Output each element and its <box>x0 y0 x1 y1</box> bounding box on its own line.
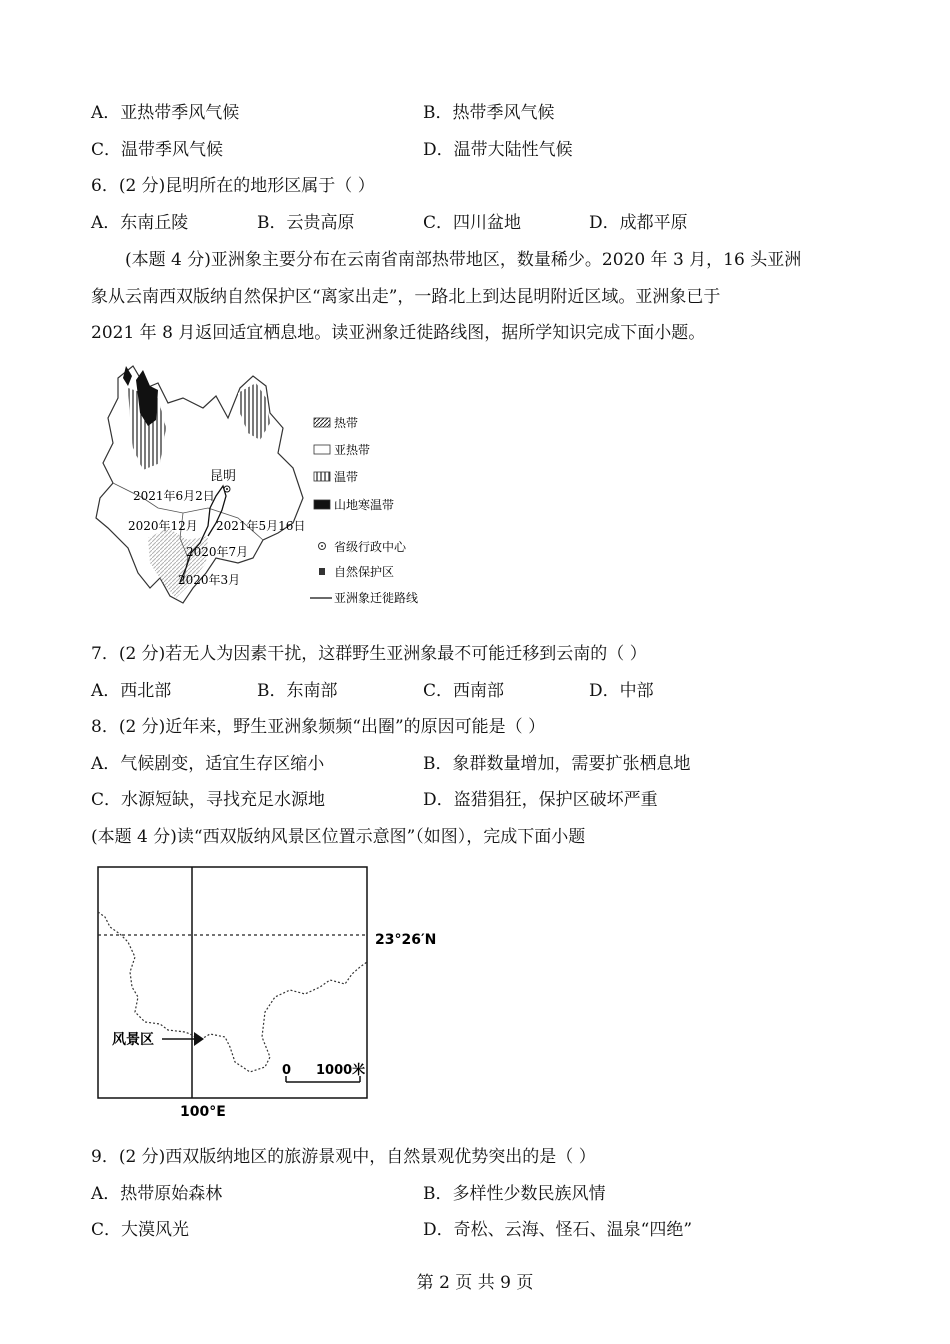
q5-option-d: D．温带大陆性气候 <box>423 140 573 160</box>
legend-subtropical: 亚热带 <box>334 443 371 457</box>
legend-cold-temperate: 山地寒温带 <box>334 498 395 512</box>
q5-option-c: C．温带季风气候 <box>91 140 224 160</box>
q9-option-c: C．大漠风光 <box>91 1220 190 1240</box>
page-footer: 第 2 页 共 9 页 <box>416 1273 534 1293</box>
xishuangbanna-location-map <box>90 862 450 1122</box>
q6-option-a: A．东南丘陵 <box>91 213 189 233</box>
scale-label: 1000米 <box>316 1063 366 1078</box>
q6-stem: 6．(2 分)昆明所在的地形区属于（ ） <box>91 176 375 196</box>
legend-tropical: 热带 <box>334 416 359 430</box>
q8-option-d: D．盗猎猖狂，保护区破坏严重 <box>423 790 658 810</box>
city-label: 昆明 <box>210 469 237 484</box>
legend-capital: 省级行政中心 <box>334 540 407 554</box>
legend-reserve: 自然保护区 <box>334 565 395 579</box>
map1-legend <box>310 415 418 605</box>
passage2: (本题 4 分)读“西双版纳风景区位置示意图”（如图），完成下面小题 <box>91 827 586 847</box>
scale-zero: 0 <box>282 1063 292 1078</box>
route-label-2020-12: 2020年12月 <box>128 519 198 533</box>
q9-option-d: D．奇松、云海、怪石、温泉“四绝” <box>423 1220 693 1240</box>
q9-option-a: A．热带原始森林 <box>91 1184 223 1204</box>
q6-option-d: D．成都平原 <box>589 213 688 233</box>
scenic-area-label: 风景区 <box>112 1032 154 1048</box>
q7-option-b: B．东南部 <box>257 681 338 701</box>
q8-option-b: B．象群数量增加，需要扩张栖息地 <box>423 754 691 774</box>
route-label-2020-07: 2020年7月 <box>186 545 249 559</box>
q6-option-b: B．云贵高原 <box>257 213 355 233</box>
route-label-2021-06: 2021年6月2日 <box>133 489 215 503</box>
latitude-label: 23°26′N <box>375 932 437 948</box>
passage1-line1: (本题 4 分)亚洲象主要分布在云南省南部热带地区，数量稀少。2020 年 3 月，16 头亚洲 <box>125 250 802 270</box>
q8-option-c: C．水源短缺，寻找充足水源地 <box>91 790 326 810</box>
q5-option-a: A．亚热带季风气候 <box>91 103 240 123</box>
passage1-line3: 2021 年 8 月返回适宜栖息地。读亚洲象迁徙路线图，据所学知识完成下面小题。 <box>91 323 706 343</box>
q7-stem: 7．(2 分)若无人为因素干扰，这群野生亚洲象最不可能迁移到云南的（ ） <box>91 644 647 664</box>
tropical-zone <box>148 528 208 598</box>
elephant-migration-map <box>88 358 448 610</box>
q8-stem: 8．(2 分)近年来，野生亚洲象频频“出圈”的原因可能是（ ） <box>91 717 546 737</box>
route-label-2020-03: 2020年3月 <box>178 573 241 587</box>
q7-option-a: A．西北部 <box>91 681 172 701</box>
q7-option-c: C．西南部 <box>423 681 505 701</box>
q9-option-b: B．多样性少数民族风情 <box>423 1184 606 1204</box>
q5-option-b: B．热带季风气候 <box>423 103 555 123</box>
route-label-2021-05: 2021年5月16日 <box>216 519 306 533</box>
q7-option-d: D．中部 <box>589 681 654 701</box>
legend-route: 亚洲象迁徙路线 <box>334 591 419 605</box>
q9-stem: 9．(2 分)西双版纳地区的旅游景观中，自然景观优势突出的是（ ） <box>91 1147 596 1167</box>
passage1-line2: 象从云南西双版纳自然保护区“离家出走”，一路北上到达昆明附近区域。亚洲象已于 <box>91 287 721 307</box>
legend-temperate: 温带 <box>334 470 359 484</box>
longitude-label: 100°E <box>180 1104 226 1120</box>
q6-option-c: C．四川盆地 <box>423 213 522 233</box>
q8-option-a: A．气候剧变，适宜生存区缩小 <box>91 754 325 774</box>
